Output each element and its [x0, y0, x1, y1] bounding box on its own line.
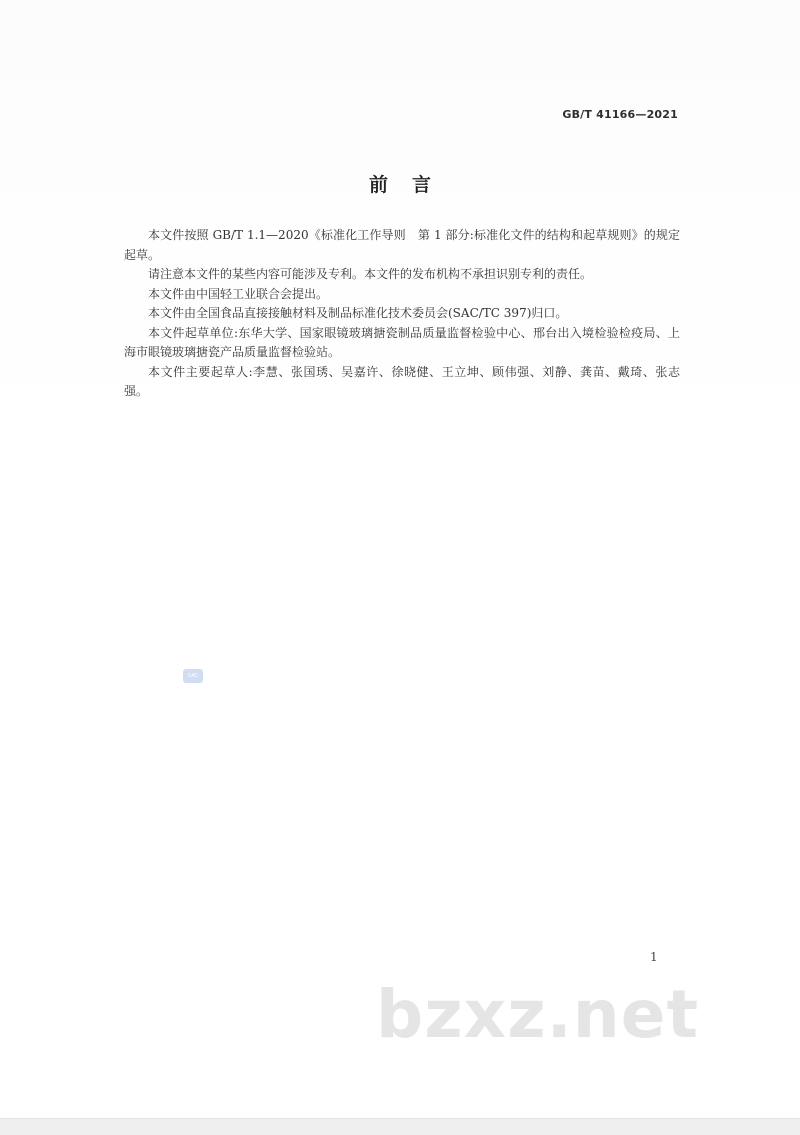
sac-badge-icon: SAC — [183, 669, 203, 683]
paragraph-patent-notice: 请注意本文件的某些内容可能涉及专利。本文件的发布机构不承担识别专利的责任。 — [148, 267, 593, 281]
paragraph-drafters: 本文件主要起草人:李慧、张国琇、吴嘉许、徐晓健、王立坤、顾伟强、刘静、龚苗、戴琦、张志强。 — [124, 364, 680, 398]
paragraph-drafting-units: 本文件起草单位:东华大学、国家眼镜玻璃搪瓷制品质量监督检验中心、邢台出入境检验检疫局、上海市眼镜玻璃搪瓷产品质量监督检验站。 — [124, 325, 680, 359]
paragraph-drafting-rules: 本文件按照 GB/T 1.1—2020《标准化工作导则 第 1 部分:标准化文件的结构和起草规则》的规定起草。 — [124, 228, 680, 262]
document-code: GB/T 41166—2021 — [562, 108, 678, 121]
site-watermark: bzxz.net — [376, 976, 700, 1053]
section-title: 前言 — [368, 174, 455, 196]
foreword-body — [124, 226, 680, 402]
paragraph-committee: 本文件由全国食品直接接触材料及制品标准化技术委员会(SAC/TC 397)归口。 — [148, 306, 568, 320]
paragraph-proposer: 本文件由中国轻工业联合会提出。 — [148, 286, 329, 301]
page-number: 1 — [650, 950, 658, 964]
viewer-bottom-strip — [0, 1118, 800, 1135]
